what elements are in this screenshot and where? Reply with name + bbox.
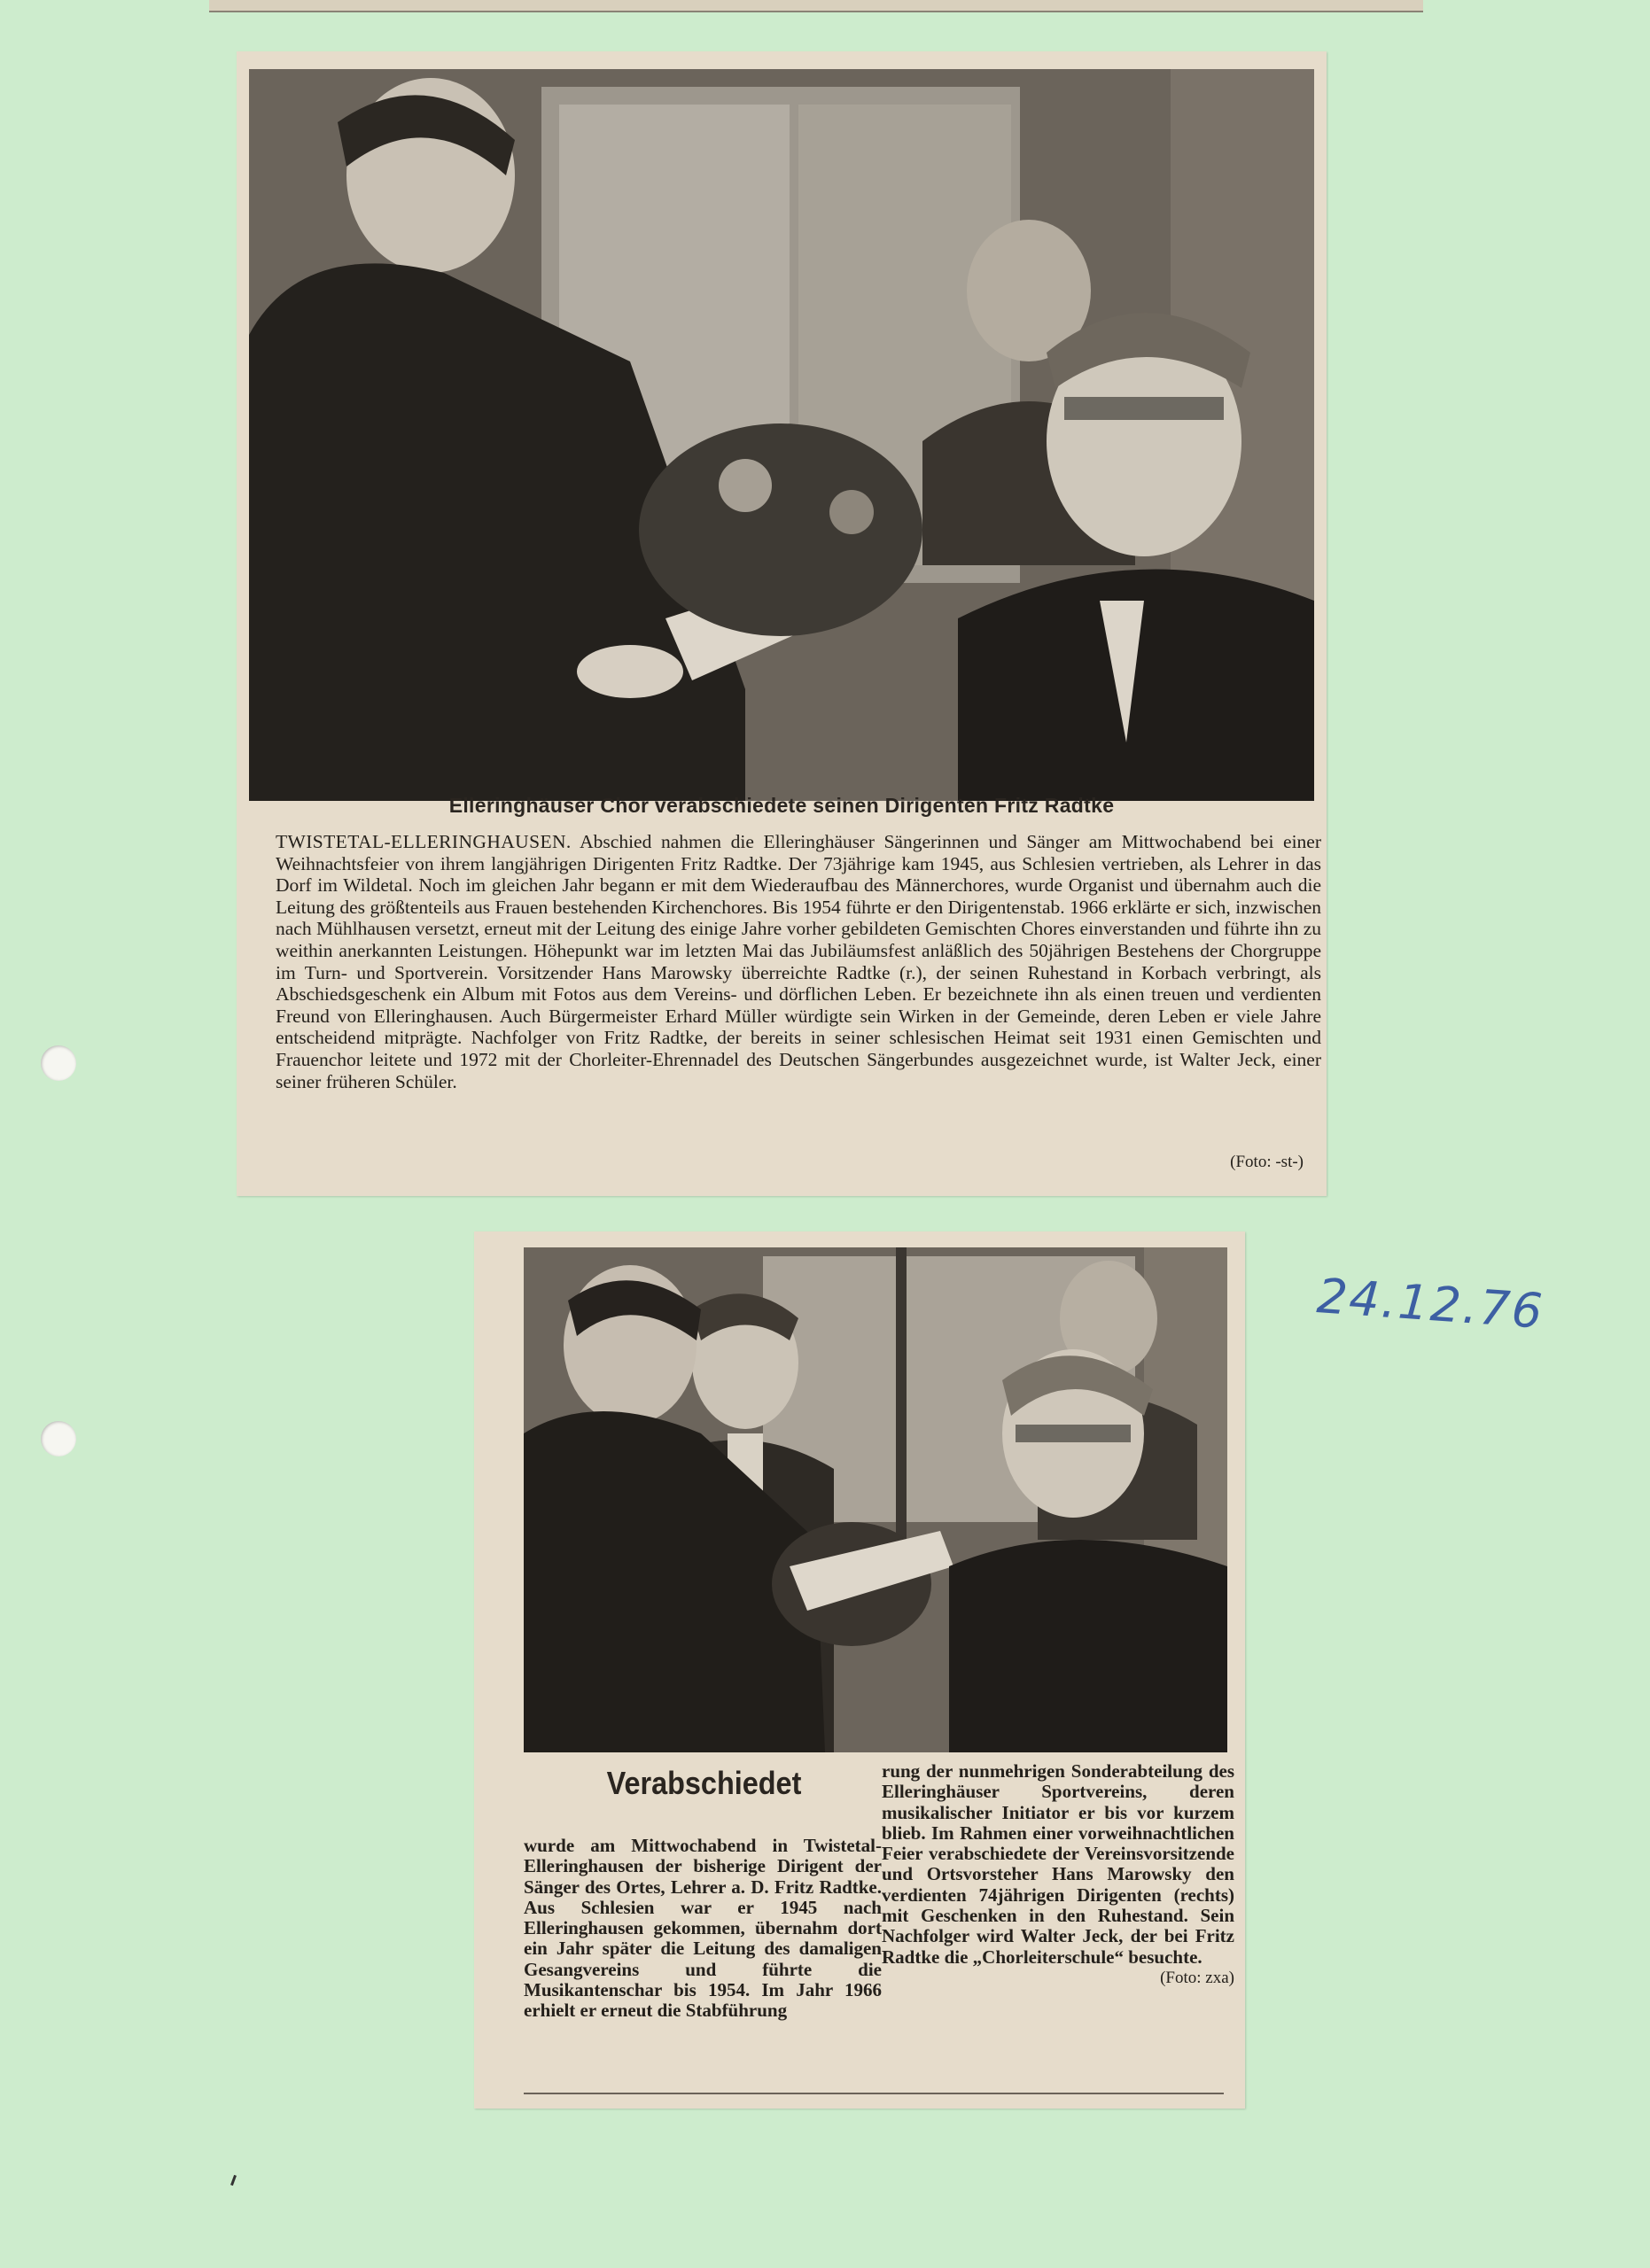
article1-photo-credit: (Foto: -st-) xyxy=(1230,1153,1304,1171)
article2-column-right xyxy=(882,1761,1234,1988)
article1-body xyxy=(276,831,1321,1092)
article1-headline: Elleringhäuser Chor verabschiedete seinen Dirigenten Fritz Radtke xyxy=(448,794,1115,817)
punch-hole-upper xyxy=(41,1045,76,1081)
article1-text: Abschied nahmen die Elleringhäuser Sängerinnen und Sänger am Mittwochabend bei einer Weihnachtsfeier von ihrem langjährigen Dirigenten Fritz Radtke. Der 73jährige kam 1945, aus Schlesien vertrieben, als Lehrer in das Dorf im Wildetal. Noch im gleichen Jahr begann er mit dem Wiederaufbau des Männerchores, wurde Organist und übernahm auch die Leitung des größtenteils aus Frauen bestehenden Kirchenchores. Bis 1954 führte er den Dirigentenstab. 1966 erklärte er sich, inzwischen nach Mühlhausen versetzt, erneut mit der Leitung des einige Jahre vorher gebildeten Gemischten Chores einverstanden und führte ihn zu weithin anerkannten Leistungen. Höhepunkt war im letzten Mai das Jubiläumsfest anläßlich des 50jährigen Bestehens der Chorgruppe im Turn- und Sportverein. Vorsitzender Hans Marowsky überreichte Radtke (r.), der seinen Ruhestand in Korbach verbringt, als Abschiedsgeschenk ein Album mit Fotos aus dem Vereins- und dörflichen Leben. Er bezeichnete ihn als einen treuen und verdienten Freund von Elleringhausen. Auch Bürgermeister Erhard Müller würdigte sein Wirken in der Gemeinde, deren Leben er viele Jahre entscheidend mitprägte. Nachfolger von Fritz Radtke, der bereits in seiner schlesischen Heimat seit 1931 einen Gemischten und Frauenchor leitete und 1972 mit der Chorleiter-Ehrennadel des Deutschen Sängerbundes ausgezeichnet wurde, ist Walter Jeck, einer seiner früheren Schüler. xyxy=(276,831,1321,1092)
pen-mark xyxy=(230,2175,237,2186)
article2-column-left: wurde am Mittwochabend in Twistetal-Elleringhausen der bisherige Dirigent der Sänger des Ortes, Lehrer a. D. Fritz Radtke. Aus Schlesien war er 1945 nach Elleringhausen gekommen, übernahm dort ein Jahr später die Leitung des damaligen Gesangvereins und führte die Musikantenschar bis 1954. Im Jahr 1966 erhielt er erneut die Stabführung xyxy=(524,1835,882,2022)
article1-photo xyxy=(249,69,1314,801)
article2-photo xyxy=(524,1247,1227,1752)
article2-bottom-rule xyxy=(524,2093,1224,2094)
newspaper-clipping-2 xyxy=(474,1231,1245,2109)
top-paper-strip xyxy=(209,0,1423,12)
article2-column-right-text: rung der nunmehrigen Sonderabteilung des Elleringhäuser Sportvereins, deren musikalischer Initiator er bis vor kurzem blieb. Im Rahmen einer vorweihnachtlichen Feier verabschiedete der Vereinsvorsitzende und Ortsvorsteher Hans Marowsky den verdienten 74jährigen Dirigenten (rechts) mit Geschenken in den Ruhestand. Sein Nachfolger wird Walter Jeck, der bei Fritz Radtke die „Chorleiterschule“ besuchte. xyxy=(882,1760,1234,1968)
article1-dateline: TWISTETAL-ELLERINGHAUSEN. xyxy=(276,831,572,852)
article2-headline: Verabschiedet xyxy=(606,1765,802,1801)
handwritten-date: 24.12.76 xyxy=(1315,1268,1546,1340)
newspaper-clipping-1 xyxy=(237,51,1327,1196)
article2-photo-credit: (Foto: zxa) xyxy=(1160,1968,1234,1987)
punch-hole-lower xyxy=(41,1421,76,1456)
